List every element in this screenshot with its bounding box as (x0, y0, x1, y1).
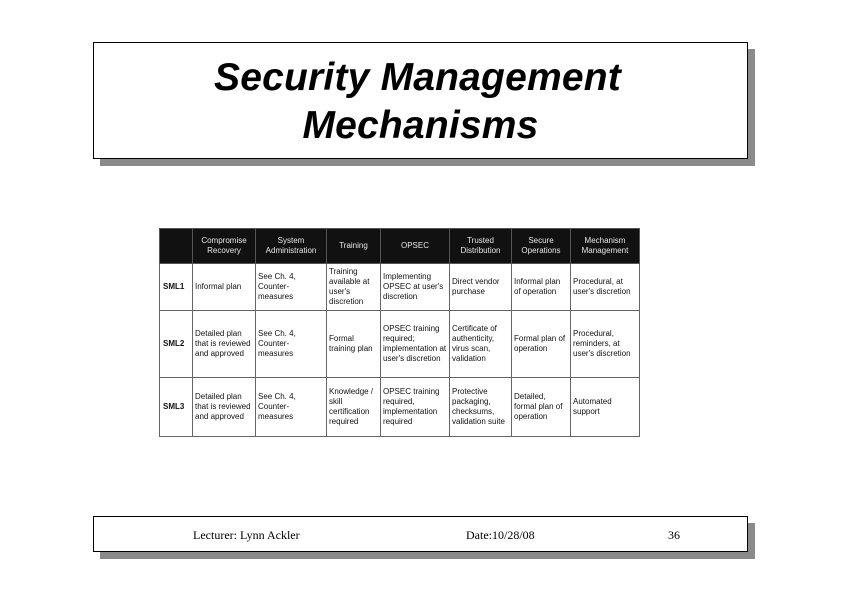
row-level: SML3 (160, 378, 193, 437)
header-cell: Training (327, 229, 381, 264)
header-cell: Trusted Distribution (450, 229, 512, 264)
header-cell: System Administration (256, 229, 327, 264)
header-cell: Secure Operations (512, 229, 571, 264)
table-cell: Certificate of authenticity, virus scan, validation (450, 311, 512, 378)
table-cell: See Ch. 4, Counter-measures (256, 311, 327, 378)
row-level: SML1 (160, 264, 193, 311)
table-cell: Detailed plan that is reviewed and approved (193, 378, 256, 437)
table-cell: Formal training plan (327, 311, 381, 378)
sml-table (159, 228, 640, 437)
table-cell: Informal plan of operation (512, 264, 571, 311)
table-cell: Detailed, formal plan of operation (512, 378, 571, 437)
header-cell: Mechanism Management (571, 229, 640, 264)
footer-page-number: 36 (668, 528, 680, 542)
table-header-row (160, 229, 640, 264)
table-cell: Training available at user's discretion (327, 264, 381, 311)
row-level: SML2 (160, 311, 193, 378)
table-cell: Informal plan (193, 264, 256, 311)
header-cell: OPSEC (381, 229, 450, 264)
table-cell: Protective packaging, checksums, validation suite (450, 378, 512, 437)
slide-title-line1: Security Management (214, 56, 621, 99)
table-cell: Procedural, at user's discretion (571, 264, 640, 311)
security-mechanisms-table (159, 228, 639, 432)
header-cell: Compromise Recovery (193, 229, 256, 264)
table-cell: See Ch. 4, Counter-measures (256, 264, 327, 311)
table-cell: See Ch. 4, Counter-measures (256, 378, 327, 437)
slide-title-box (93, 42, 748, 159)
table-row (160, 378, 640, 437)
slide-title-line2: Mechanisms (302, 104, 539, 147)
table-cell: Detailed plan that is reviewed and approved (193, 311, 256, 378)
table-cell: Automated support (571, 378, 640, 437)
slide-footer (93, 516, 748, 552)
table-row (160, 264, 640, 311)
table-cell: Procedural, reminders, at user's discretion (571, 311, 640, 378)
table-cell: Implementing OPSEC at user's discretion (381, 264, 450, 311)
footer-lecturer: Lecturer: Lynn Ackler (193, 528, 300, 542)
table-cell: Formal plan of operation (512, 311, 571, 378)
table-cell: OPSEC training required; implementation at user's discretion (381, 311, 450, 378)
footer-date: Date:10/28/08 (466, 528, 535, 542)
table-row (160, 311, 640, 378)
header-cell (160, 229, 193, 264)
table-cell: OPSEC training required, implementation required (381, 378, 450, 437)
table-cell: Direct vendor purchase (450, 264, 512, 311)
table-cell: Knowledge / skill certification required (327, 378, 381, 437)
